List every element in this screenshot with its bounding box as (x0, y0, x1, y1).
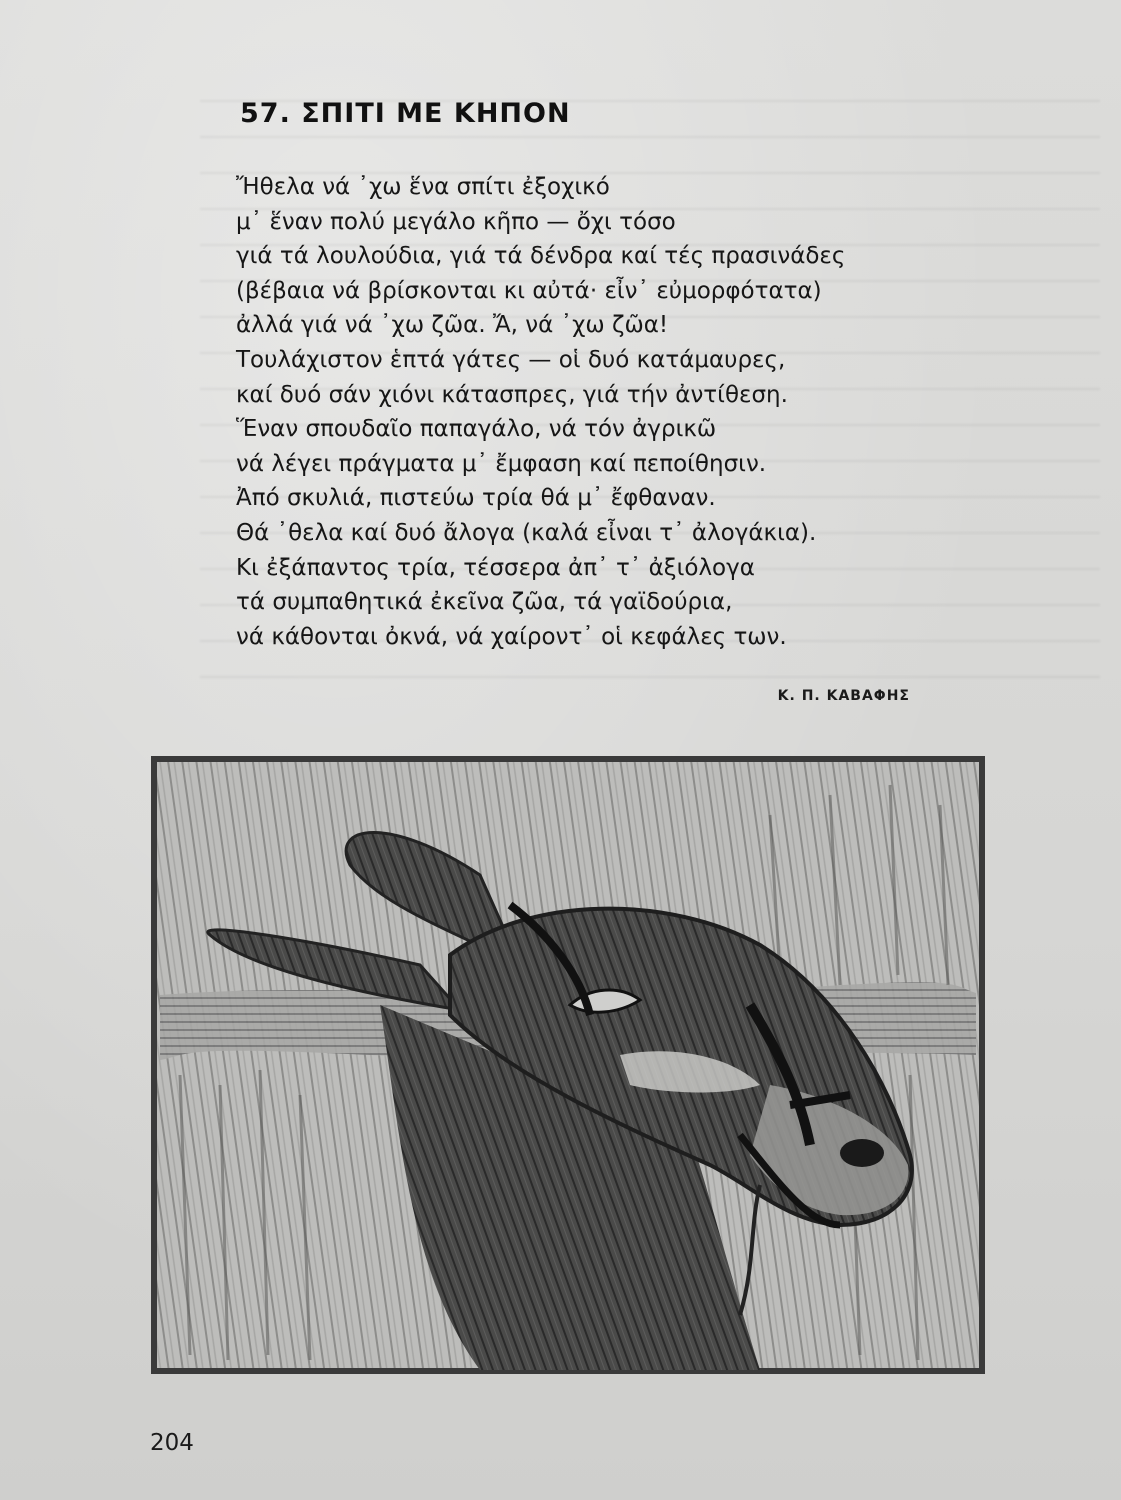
poem-line: γιά τά λουλούδια, γιά τά δένδρα καί τές πρασινάδες (236, 243, 846, 270)
poem-line: Ἀπό σκυλιά, πιστεύω τρία θά μ᾽ ἔφθαναν. (236, 485, 716, 512)
poem-line: ἀλλά γιά νά ᾽χω ζῶα. Ἄ, νά ᾽χω ζῶα! (236, 312, 669, 339)
poem-line: νά κάθονται ὀκνά, νά χαίροντ᾽ οἱ κεφάλες των. (236, 623, 787, 650)
poem-line: Ἕναν σπουδαῖο παπαγάλο, νά τόν ἀγρικῶ (236, 416, 717, 443)
poem-title: 57. ΣΠΙΤΙ ΜΕ ΚΗΠΟΝ (240, 98, 571, 129)
poem-line: μ᾽ ἕναν πολύ μεγάλο κῆπο — ὄχι τόσο (236, 208, 676, 235)
donkey-nostril-icon (840, 1139, 884, 1167)
poem-line: καί δυό σάν χιόνι κάτασπρες, γιά τήν ἀντίθεση. (236, 381, 788, 408)
poem-line: Κι ἐξάπαντος τρία, τέσσερα ἀπ᾽ τ᾽ ἀξιόλογα (236, 554, 755, 581)
poem-line: νά λέγει πράγματα μ᾽ ἔμφαση καί πεποίθησιν. (236, 450, 767, 477)
poem-author: Κ. Π. ΚΑΒΑΦΗΣ (777, 688, 910, 704)
poem-line: Θά ᾽θελα καί δυό ἄλογα (καλά εἶναι τ᾽ ἀλογάκια). (236, 519, 817, 546)
poem-line: Ἤθελα νά ᾽χω ἕνα σπίτι ἐξοχικό (236, 174, 610, 200)
donkey-head-illustration (150, 755, 986, 1375)
poem-line: (βέβαια νά βρίσκονται κι αὐτά· εἶν᾽ εὐμορφότατα) (236, 277, 822, 304)
poem-line: τά συμπαθητικά ἐκεῖνα ζῶα, τά γαϊδούρια, (236, 589, 733, 616)
page-number: 204 (150, 1430, 194, 1456)
poem-body (236, 170, 996, 654)
poem-line: Τουλάχιστον ἑπτά γάτες — οἱ δυό κατάμαυρες, (236, 346, 786, 373)
